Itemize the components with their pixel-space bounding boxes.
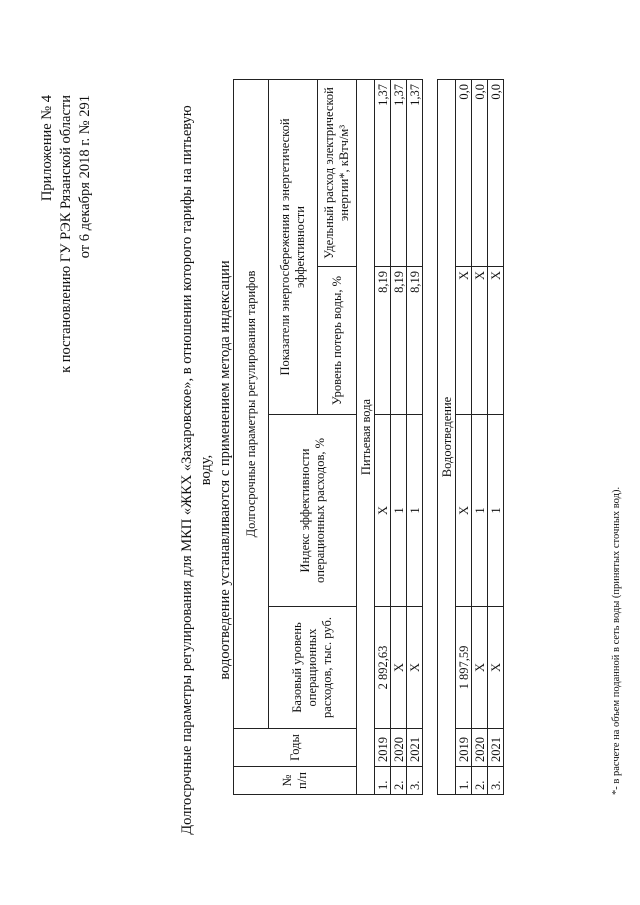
- header-row-1: [234, 79, 269, 794]
- cell-energy: 1,37: [391, 79, 407, 266]
- section-wastewater: Водоотведение: [438, 79, 456, 794]
- cell-energy: 0,0: [488, 79, 504, 266]
- section-row: [438, 79, 456, 794]
- title-line-2: водоотведение устанавливаются с применением метода индексации: [217, 260, 233, 680]
- cell-num: 2.: [391, 767, 407, 795]
- cell-num: 1.: [456, 767, 472, 795]
- table-gap: [423, 79, 438, 794]
- cell-loss: 8,19: [375, 267, 391, 415]
- cell-index: 1: [391, 415, 407, 607]
- cell-loss: Х: [472, 267, 488, 415]
- header-group: Долгосрочные параметры регулирования тарифов: [234, 79, 269, 728]
- cell-base: Х: [407, 607, 423, 729]
- cell-year: 2020: [391, 729, 407, 767]
- table-row: [391, 79, 407, 794]
- footnote: *- в расчете на объем поданной в сеть воды (принятых сточных вод).: [611, 486, 622, 795]
- table-row: [375, 79, 391, 794]
- cell-loss: 8,19: [407, 267, 423, 415]
- title-line-1: Долгосрочные параметры регулирования для МКП «ЖКХ «Захаровское», в отношении которого тарифы на питьевую воду,: [179, 105, 214, 835]
- cell-index: Х: [456, 415, 472, 607]
- cell-index: 1: [472, 415, 488, 607]
- table-row: [472, 79, 488, 794]
- cell-base: Х: [488, 607, 504, 729]
- table-row: [488, 79, 504, 794]
- cell-year: 2020: [472, 729, 488, 767]
- cell-year: 2021: [488, 729, 504, 767]
- cell-base: 1 897,59: [456, 607, 472, 729]
- table-row: [456, 79, 472, 794]
- section-row: [357, 79, 375, 794]
- header-years: Годы: [234, 729, 357, 767]
- header-num: № п/п: [234, 767, 357, 795]
- cell-index: 1: [407, 415, 423, 607]
- cell-base: Х: [391, 607, 407, 729]
- header-index: Индекс эффективности операционных расходов, %: [269, 415, 357, 607]
- appendix-number: Приложение № 4: [39, 95, 55, 202]
- cell-num: 2.: [472, 767, 488, 795]
- section-drinking-water: Питьевая вода: [357, 79, 375, 794]
- header-base: Базовый уровень операционных расходов, тыс. руб.: [269, 607, 357, 729]
- appendix-header: [38, 95, 95, 373]
- appendix-date: от 6 декабря 2018 г. № 291: [77, 95, 93, 259]
- appendix-resolution: к постановлению ГУ РЭК Рязанской области: [58, 95, 74, 373]
- cell-energy: 1,37: [375, 79, 391, 266]
- cell-index: Х: [375, 415, 391, 607]
- cell-num: 1.: [375, 767, 391, 795]
- cell-loss: 8,19: [391, 267, 407, 415]
- header-energy-group: Показатели энергосбережения и энергетической эффективности: [269, 79, 318, 414]
- header-specific: Удельный расход электрической энергии*, кВтч/м³: [318, 79, 357, 266]
- cell-energy: 1,37: [407, 79, 423, 266]
- header-row-2: [269, 79, 318, 794]
- cell-base: Х: [472, 607, 488, 729]
- header-loss: Уровень потерь воды, %: [318, 267, 357, 415]
- cell-num: 3.: [488, 767, 504, 795]
- cell-year: 2021: [407, 729, 423, 767]
- cell-year: 2019: [456, 729, 472, 767]
- cell-base: 2 892,63: [375, 607, 391, 729]
- cell-energy: 0,0: [472, 79, 488, 266]
- cell-loss: Х: [488, 267, 504, 415]
- document-title: [178, 95, 235, 845]
- gap-cell: [423, 79, 438, 794]
- cell-num: 3.: [407, 767, 423, 795]
- cell-index: 1: [488, 415, 504, 607]
- cell-energy: 0,0: [456, 79, 472, 266]
- cell-loss: Х: [456, 267, 472, 415]
- table-row: [407, 79, 423, 794]
- parameters-table: [233, 79, 504, 795]
- cell-year: 2019: [375, 729, 391, 767]
